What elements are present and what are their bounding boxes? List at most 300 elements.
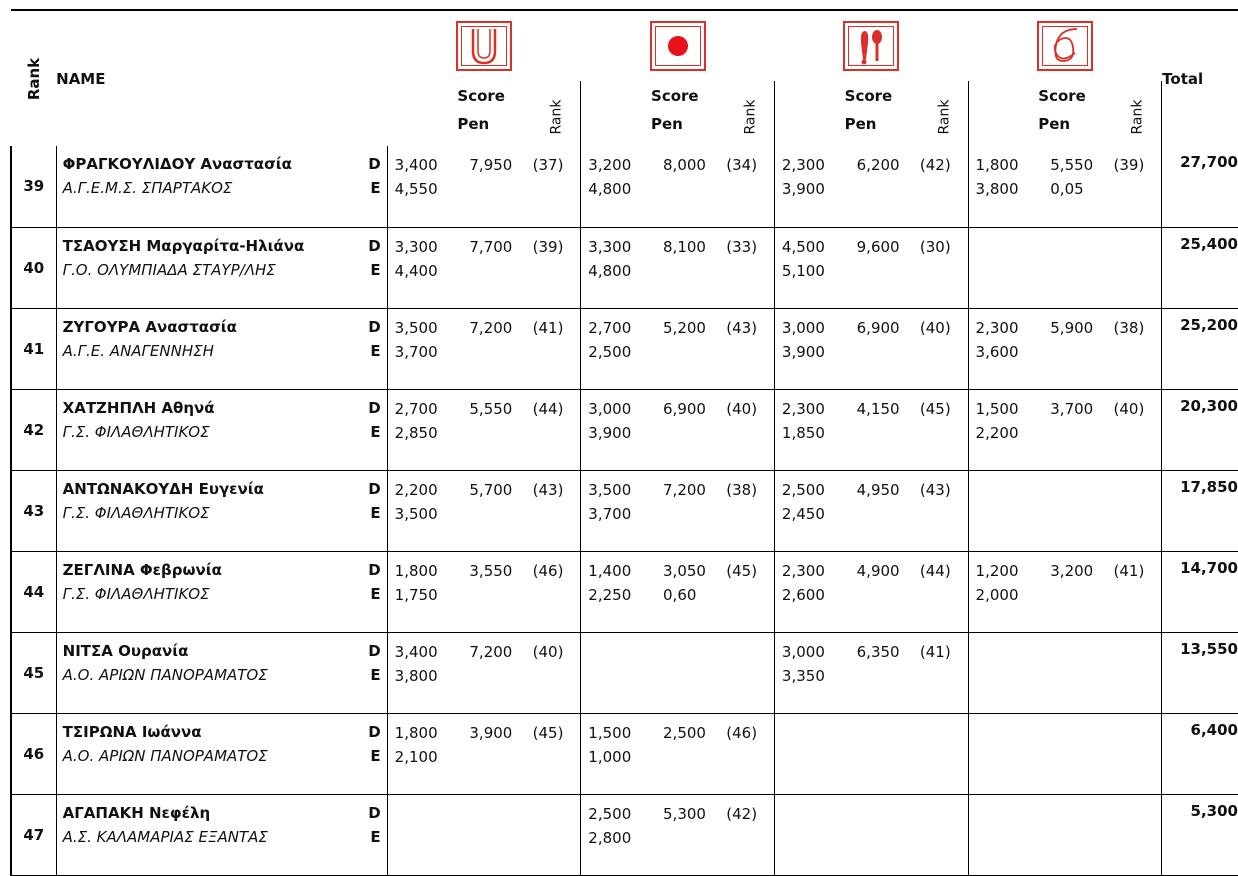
total-cell: 17,850: [1162, 470, 1238, 551]
e-label: E: [370, 665, 381, 684]
clubs-rank-cell: [920, 146, 968, 227]
sub-rank-label: Rank: [742, 99, 759, 135]
athlete-club: Α.Ο. ΑΡΙΩΝ ΠΑΝΟΡΑΜΑΤΟΣ: [62, 665, 268, 684]
hoop-score-value: 3,550: [469, 561, 513, 580]
ribbon-pen-value: [1038, 259, 1113, 283]
ball-score-value: 6,900: [663, 399, 706, 418]
ribbon-de-cell: [968, 470, 1038, 551]
athlete-club: Α.Σ. ΚΑΛΑΜΑΡΙΑΣ ΕΞΑΝΤΑΣ: [62, 827, 268, 846]
ball-score-value: 3,050: [663, 561, 706, 580]
d-label: D: [368, 560, 381, 579]
hoop-score-cell: [457, 713, 532, 794]
total-header: Total: [1162, 69, 1204, 88]
clubs-score-cell: [845, 632, 920, 713]
hoop-score-value: 7,200: [469, 318, 513, 337]
athlete-name: ΖΕΓΛΙΝΑ Φεβρωνία: [62, 560, 222, 579]
clubs-d-value: 2,300: [781, 399, 825, 418]
hoop-score-value: 5,700: [469, 480, 513, 499]
pen-label: Pen: [651, 115, 683, 133]
hoop-d-value: [395, 802, 458, 826]
total-cell: 6,400: [1162, 713, 1238, 794]
ball-score-cell: [651, 551, 726, 632]
ball-rank-cell: [726, 713, 774, 794]
clubs-de-cell: [774, 470, 844, 551]
ball-score-value: 8,100: [663, 237, 706, 256]
e-label: E: [370, 827, 381, 846]
ball-d-value: 2,500: [588, 804, 632, 823]
clubs-score-value: 9,600: [856, 237, 900, 256]
clubs-pen-value: [845, 177, 920, 201]
pen-label: Pen: [457, 115, 490, 133]
clubs-rank-cell: [920, 389, 968, 470]
table-row: [11, 713, 1238, 794]
rank-cell: 46: [11, 713, 56, 794]
clubs-de-cell: [774, 551, 844, 632]
ribbon-score-value: 3,200: [1050, 561, 1094, 580]
ribbon-score-cell: [1038, 632, 1113, 713]
clubs-score-cell: [845, 308, 920, 389]
clubs-score-value: 4,900: [856, 561, 900, 580]
e-label: E: [370, 260, 381, 279]
clubs-d-value: 4,500: [781, 237, 825, 256]
score-label: Score: [1038, 87, 1086, 105]
ball-pen-value: [651, 340, 726, 364]
clubs-rank-value: (45): [919, 399, 951, 418]
clubs-icon: [843, 21, 899, 71]
ribbon-rank-cell: [1114, 551, 1162, 632]
hoop-score-pen-header: [457, 81, 532, 146]
ball-score-value: 5,200: [663, 318, 706, 337]
ball-de-cell: [581, 713, 651, 794]
ribbon-score-cell: [1038, 227, 1113, 308]
sub-rank-label: Rank: [936, 99, 953, 135]
hoop-d-value: 3,300: [394, 237, 438, 256]
ball-de-cell: [581, 470, 651, 551]
hoop-de-cell: [387, 470, 457, 551]
ribbon-score-cell: [1038, 713, 1113, 794]
clubs-rank-value: (44): [919, 561, 951, 580]
clubs-score-cell: [845, 794, 920, 875]
clubs-e-value: [782, 745, 845, 769]
hoop-e-value: 2,100: [394, 747, 438, 766]
clubs-d-value: 2,300: [781, 156, 825, 174]
e-label: E: [370, 422, 381, 441]
athlete-name: ΤΣΑΟΥΣΗ Μαργαρίτα-Ηλιάνα: [62, 236, 305, 255]
clubs-pen-value: [845, 826, 920, 850]
d-label: D: [368, 479, 381, 498]
ribbon-d-value: [976, 721, 1039, 745]
clubs-e-value: 3,350: [781, 666, 825, 685]
ball-icon: [650, 21, 706, 71]
rank-cell: 41: [11, 308, 56, 389]
rank-cell: 40: [11, 227, 56, 308]
ribbon-rank-cell: [1114, 389, 1162, 470]
ribbon-score-cell: [1038, 389, 1113, 470]
ribbon-d-value: [976, 235, 1039, 259]
ribbon-header: [968, 10, 1162, 81]
ribbon-de-cell: [968, 308, 1038, 389]
ball-d-value: 1,400: [588, 561, 632, 580]
score-label: Score: [457, 87, 505, 105]
ribbon-rank-cell: [1114, 308, 1162, 389]
athlete-cell: [56, 794, 387, 875]
clubs-rank-cell: [920, 794, 968, 875]
hoop-de-cell: [387, 551, 457, 632]
ball-score-cell: [651, 308, 726, 389]
table-row: [11, 227, 1238, 308]
clubs-d-value: 3,000: [781, 642, 825, 661]
clubs-score-cell: [845, 227, 920, 308]
hoop-de-cell: [387, 794, 457, 875]
hoop-de-cell: [387, 389, 457, 470]
hoop-score-value: 7,700: [469, 237, 513, 256]
hoop-d-value: 3,400: [394, 642, 438, 661]
clubs-sub-blank: [774, 81, 844, 146]
ball-de-cell: [581, 632, 651, 713]
hoop-d-value: 2,700: [394, 399, 438, 418]
ribbon-score-cell: [1038, 794, 1113, 875]
ribbon-d-value: [976, 478, 1039, 502]
ribbon-score-value: 5,900: [1050, 318, 1094, 337]
ball-d-value: 2,700: [588, 318, 632, 337]
ribbon-rank-cell: [1114, 794, 1162, 875]
pen-label: Pen: [844, 115, 877, 133]
ribbon-d-value: 1,800: [975, 156, 1019, 174]
clubs-score-cell: [845, 389, 920, 470]
ribbon-pen-value: [1038, 421, 1113, 445]
clubs-pen-value: [845, 340, 920, 364]
clubs-pen-value: [845, 583, 920, 607]
clubs-rank-cell: [920, 470, 968, 551]
hoop-score-cell: [457, 470, 532, 551]
hoop-de-cell: [387, 227, 457, 308]
clubs-rank-cell: [920, 551, 968, 632]
clubs-de-cell: [774, 794, 844, 875]
ball-e-value: 2,250: [588, 585, 632, 604]
ribbon-icon: [1037, 21, 1093, 71]
ball-d-value: 3,300: [588, 237, 632, 256]
hoop-d-value: 2,200: [394, 480, 438, 499]
hoop-rank-value: [533, 802, 581, 826]
clubs-pen-value: [845, 259, 920, 283]
ribbon-e-value: [976, 664, 1039, 688]
hoop-rank-value: (45): [532, 723, 564, 742]
clubs-score-value: 6,200: [856, 156, 900, 174]
clubs-score-cell: [845, 551, 920, 632]
ball-score-cell: [651, 389, 726, 470]
hoop-pen-value: [457, 664, 532, 688]
ribbon-rank-cell: [1114, 227, 1162, 308]
athlete-name: ΑΓΑΠΑΚΗ Νεφέλη: [62, 803, 211, 822]
ribbon-sub-blank: [968, 81, 1038, 146]
hoop-rank-cell: [533, 632, 581, 713]
ball-score-cell: [651, 146, 726, 227]
clubs-de-cell: [774, 227, 844, 308]
ball-pen-value: [651, 421, 726, 445]
hoop-rank-value: (37): [532, 156, 564, 174]
hoop-score-cell: [457, 389, 532, 470]
clubs-e-value: [782, 826, 845, 850]
ball-score-value: 7,200: [663, 480, 706, 499]
ball-d-value: [588, 640, 651, 664]
ball-rank-value: (45): [726, 561, 758, 580]
ribbon-rank-value: [1114, 235, 1162, 259]
hoop-e-value: 3,800: [394, 666, 438, 685]
ball-e-value: 1,000: [588, 747, 632, 766]
hoop-header: [387, 10, 581, 81]
ribbon-e-value: 3,800: [975, 180, 1019, 198]
ribbon-score-value: [1038, 478, 1113, 502]
hoop-d-value: 1,800: [394, 723, 438, 742]
ribbon-d-value: 1,200: [975, 561, 1019, 580]
hoop-pen-value: [457, 259, 532, 283]
hoop-rank-cell: [533, 551, 581, 632]
ball-sub-blank: [581, 81, 651, 146]
ball-e-value: [588, 664, 651, 688]
hoop-score-cell: [457, 146, 532, 227]
ribbon-rank-value: (41): [1113, 561, 1145, 580]
ball-score-cell: [651, 794, 726, 875]
ball-rank-value: (42): [726, 804, 758, 823]
athlete-name: ΦΡΑΓΚΟΥΛΙΔΟΥ Αναστασία: [62, 155, 292, 173]
table-row: [11, 308, 1238, 389]
clubs-d-value: [782, 721, 845, 745]
ribbon-de-cell: [968, 389, 1038, 470]
athlete-club: Γ.Σ. ΦΙΛΑΘΛΗΤΙΚΟΣ: [62, 422, 210, 441]
ball-rank-value: (46): [726, 723, 758, 742]
rank-header-label: Rank: [24, 57, 43, 100]
hoop-e-value: 3,500: [394, 504, 438, 523]
ribbon-e-value: 2,200: [975, 423, 1019, 442]
ball-de-cell: [581, 227, 651, 308]
ball-score-pen-header: [651, 81, 726, 146]
ribbon-de-cell: [968, 227, 1038, 308]
clubs-rank-cell: [920, 308, 968, 389]
hoop-score-cell: [457, 227, 532, 308]
athlete-cell: [56, 227, 387, 308]
results-table: [10, 9, 1238, 876]
hoop-score-value: 7,950: [469, 156, 513, 174]
ribbon-rank-value: (39): [1113, 156, 1145, 174]
clubs-de-cell: [774, 146, 844, 227]
ball-rank-value: (43): [726, 318, 758, 337]
ball-de-cell: [581, 551, 651, 632]
athlete-club: Α.Γ.Ε.Μ.Σ. ΣΠΑΡΤΑΚΟΣ: [62, 179, 233, 197]
ribbon-e-value: [976, 259, 1039, 283]
hoop-rank-cell: [533, 389, 581, 470]
ball-de-cell: [581, 389, 651, 470]
clubs-header: [774, 10, 968, 81]
clubs-rank-value: (40): [919, 318, 951, 337]
athlete-name: ΝΙΤΣΑ Ουρανία: [62, 641, 189, 660]
ball-de-cell: [581, 308, 651, 389]
clubs-score-value: 6,350: [856, 642, 900, 661]
hoop-rank-cell: [533, 470, 581, 551]
ball-e-value: 4,800: [588, 261, 632, 280]
results-body: [11, 146, 1238, 875]
d-label: D: [368, 398, 381, 417]
hoop-rank-value: (44): [532, 399, 564, 418]
ball-rank-cell: [726, 146, 774, 227]
ball-pen-value: [651, 259, 726, 283]
ribbon-score-value: [1038, 721, 1113, 745]
rank-header: [11, 10, 56, 146]
athlete-cell: [56, 713, 387, 794]
d-label: D: [368, 236, 381, 255]
ball-pen-value: 0,60: [663, 585, 697, 604]
table-row: [11, 551, 1238, 632]
clubs-e-value: 1,850: [781, 423, 825, 442]
ribbon-score-value: 3,700: [1050, 399, 1094, 418]
clubs-d-value: [782, 802, 845, 826]
ball-score-cell: [651, 713, 726, 794]
hoop-pen-value: [457, 583, 532, 607]
table-row: [11, 632, 1238, 713]
ball-pen-value: [651, 177, 726, 201]
ball-d-value: 3,500: [588, 480, 632, 499]
ribbon-d-value: [976, 802, 1039, 826]
clubs-e-value: 2,600: [781, 585, 825, 604]
hoop-rank-value: (46): [532, 561, 564, 580]
ball-score-cell: [651, 470, 726, 551]
rank-cell: 45: [11, 632, 56, 713]
ball-score-cell: [651, 632, 726, 713]
d-label: D: [368, 317, 381, 336]
hoop-score-value: [457, 802, 532, 826]
e-label: E: [370, 584, 381, 603]
ribbon-score-cell: [1038, 308, 1113, 389]
clubs-pen-value: [845, 664, 920, 688]
table-row: [11, 794, 1238, 875]
clubs-de-cell: [774, 713, 844, 794]
sub-rank-label: Rank: [548, 99, 565, 135]
hoop-e-value: 3,700: [394, 342, 438, 361]
ball-pen-value: [651, 826, 726, 850]
e-label: E: [370, 341, 381, 360]
clubs-de-cell: [774, 308, 844, 389]
athlete-cell: [56, 308, 387, 389]
clubs-e-value: 5,100: [781, 261, 825, 280]
d-label: D: [368, 155, 381, 173]
athlete-name: ΖΥΓΟΥΡΑ Αναστασία: [62, 317, 237, 336]
hoop-pen-value: [457, 340, 532, 364]
ball-e-value: 3,700: [588, 504, 632, 523]
clubs-pen-value: [845, 745, 920, 769]
ball-pen-value: [651, 664, 726, 688]
clubs-score-value: 4,950: [856, 480, 900, 499]
ribbon-e-value: 3,600: [975, 342, 1019, 361]
ball-de-cell: [581, 794, 651, 875]
ribbon-score-value: 5,550: [1050, 156, 1094, 174]
hoop-score-value: 5,550: [469, 399, 513, 418]
athlete-club: Γ.Σ. ΦΙΛΑΘΛΗΤΙΚΟΣ: [62, 503, 210, 522]
ribbon-rank-cell: [1114, 632, 1162, 713]
clubs-rank-cell: [920, 713, 968, 794]
hoop-pen-value: [457, 745, 532, 769]
clubs-pen-value: [845, 421, 920, 445]
ribbon-pen-value: 0,05: [1050, 180, 1084, 198]
e-label: E: [370, 503, 381, 522]
hoop-rank-cell: [533, 713, 581, 794]
ball-e-value: 4,800: [588, 180, 632, 198]
ball-rank-cell: [726, 632, 774, 713]
name-header: NAME: [56, 69, 106, 88]
hoop-de-cell: [387, 146, 457, 227]
hoop-rank-cell: [533, 308, 581, 389]
table-row: [11, 389, 1238, 470]
hoop-score-cell: [457, 551, 532, 632]
ball-rank-value: [726, 640, 774, 664]
clubs-rank-value: (42): [919, 156, 951, 174]
d-label: D: [368, 722, 381, 741]
ball-rank-value: (34): [726, 156, 758, 174]
clubs-rank-value: [920, 721, 968, 745]
hoop-d-value: 1,800: [394, 561, 438, 580]
ribbon-rank-value: (40): [1113, 399, 1145, 418]
e-label: E: [370, 746, 381, 765]
ball-header: [581, 10, 775, 81]
athlete-cell: [56, 470, 387, 551]
athlete-cell: [56, 146, 387, 227]
clubs-d-value: 2,500: [781, 480, 825, 499]
total-cell: 25,400: [1162, 227, 1238, 308]
table-row: [11, 470, 1238, 551]
hoop-de-cell: [387, 308, 457, 389]
athlete-name: ΧΑΤΖΗΠΛΗ Αθηνά: [62, 398, 215, 417]
ribbon-pen-value: [1038, 664, 1113, 688]
ribbon-d-value: [976, 640, 1039, 664]
clubs-rank-header: [920, 81, 968, 146]
ball-e-value: 2,500: [588, 342, 632, 361]
ball-rank-value: (38): [726, 480, 758, 499]
total-cell: 5,300: [1162, 794, 1238, 875]
ribbon-de-cell: [968, 146, 1038, 227]
ribbon-rank-header: [1114, 81, 1162, 146]
ribbon-pen-value: [1038, 502, 1113, 526]
athlete-club: Α.Γ.Ε. ΑΝΑΓΕΝΝΗΣΗ: [62, 341, 214, 360]
hoop-score-value: 3,900: [469, 723, 513, 742]
athlete-club: Γ.Σ. ΦΙΛΑΘΛΗΤΙΚΟΣ: [62, 584, 210, 603]
ball-rank-value: (33): [726, 237, 758, 256]
hoop-rank-value: (39): [532, 237, 564, 256]
ribbon-score-value: [1038, 802, 1113, 826]
hoop-icon: [456, 21, 512, 71]
total-cell: 25,200: [1162, 308, 1238, 389]
ball-rank-header: [726, 81, 774, 146]
ball-e-value: 2,800: [588, 828, 632, 847]
ribbon-rank-cell: [1114, 713, 1162, 794]
hoop-e-value: 2,850: [394, 423, 438, 442]
ball-rank-cell: [726, 308, 774, 389]
hoop-rank-cell: [533, 227, 581, 308]
ball-rank-cell: [726, 551, 774, 632]
rank-cell: 42: [11, 389, 56, 470]
ribbon-e-value: [976, 745, 1039, 769]
d-label: D: [368, 641, 381, 660]
ball-e-value: 3,900: [588, 423, 632, 442]
ball-rank-cell: [726, 470, 774, 551]
clubs-score-value: 6,900: [856, 318, 900, 337]
hoop-d-value: 3,500: [394, 318, 438, 337]
ribbon-rank-cell: [1114, 146, 1162, 227]
ribbon-pen-value: [1038, 745, 1113, 769]
hoop-rank-value: (40): [532, 642, 564, 661]
athlete-cell: [56, 632, 387, 713]
clubs-d-value: 3,000: [781, 318, 825, 337]
ribbon-e-value: [976, 826, 1039, 850]
hoop-pen-value: [457, 502, 532, 526]
hoop-rank-header: [533, 81, 581, 146]
